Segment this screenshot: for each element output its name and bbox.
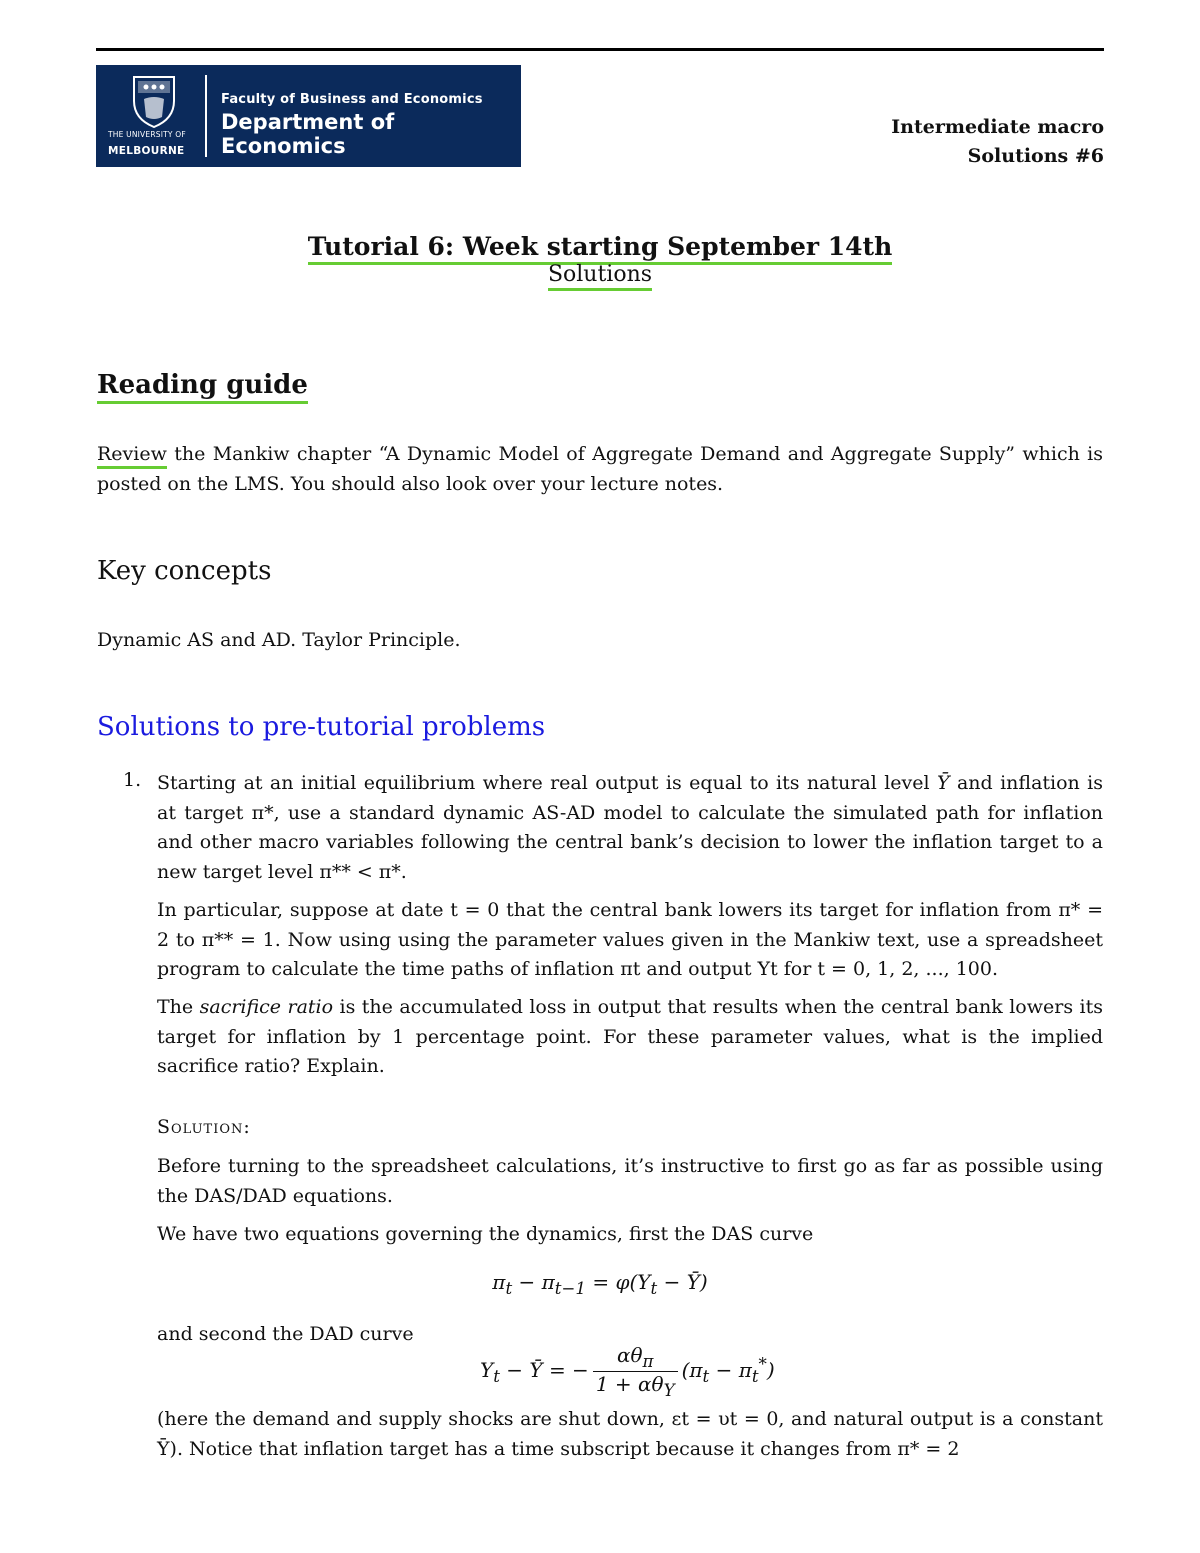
solutions-heading: Solutions to pre-tutorial problems bbox=[97, 712, 546, 742]
top-rule bbox=[96, 48, 1104, 51]
key-concepts-text: Dynamic AS and AD. Taylor Principle. bbox=[97, 629, 461, 651]
solution-paragraph-2: We have two equations governing the dynamics, first the DAS curve bbox=[157, 1223, 814, 1245]
logo-department: Department of Economics bbox=[221, 110, 395, 158]
university-small: THE UNIVERSITY OF bbox=[108, 130, 186, 139]
solution-paragraph-4: (here the demand and supply shocks are shut down, εt = υt = 0, and natural output is a constant Ȳ). Notice that inflation target has a time subscript because it changes from π* = 2 bbox=[157, 1408, 1103, 1460]
solution-paragraph-1: Before turning to the spreadsheet calculations, it’s instructive to first go as far as possible using the DAS/DAD equations. bbox=[157, 1155, 1103, 1207]
course-name: Intermediate macro bbox=[891, 116, 1104, 138]
solution-label: Solution: bbox=[157, 1116, 251, 1138]
problem-paragraph-1: Starting at an initial equilibrium where real output is equal to its natural level Ȳ and inflation is at target π*, use a standard dynamic AS-AD model to calculate the simulated path for inflation and other macro variables following the central bank’s decision to lower the inflation target to a new target level π** < π*. bbox=[157, 772, 1104, 883]
university-logo bbox=[96, 65, 521, 167]
key-concepts-heading: Key concepts bbox=[97, 556, 272, 586]
solution-paragraph-3: and second the DAD curve bbox=[157, 1323, 414, 1345]
document-number: Solutions #6 bbox=[967, 145, 1104, 167]
item-number: 1. bbox=[123, 769, 142, 791]
logo-faculty: Faculty of Business and Economics bbox=[221, 92, 483, 107]
page-subtitle: Solutions bbox=[0, 262, 1200, 287]
das-equation: $\pi_t - \pi_{t-1} = \varphi(Y_t$ − Ȳ) bbox=[492, 1270, 708, 1298]
logo-divider bbox=[205, 75, 207, 157]
university-name: MELBOURNE bbox=[108, 145, 185, 157]
reading-guide-heading: Reading guide bbox=[97, 370, 308, 400]
review-link[interactable]: Review bbox=[97, 443, 167, 469]
problem-paragraph-2: In particular, suppose at date t = 0 that the central bank lowers its target for inflation from π* = 2 to π** = 1. Now using using the parameter values given in the Mankiw text, use a spreadsheet program to calculate the time paths of inflation πt and output Yt for t = 0, 1, 2, ..., 100. bbox=[157, 899, 1103, 980]
reading-guide-text: Review the Mankiw chapter “A Dynamic Model of Aggregate Demand and Aggregate Supply” which is posted on the LMS. You should also look over your lecture notes. bbox=[97, 443, 1104, 495]
problem-paragraph-3: The sacrifice ratio is the accumulated loss in output that results when the central bank lowers its target for inflation by 1 percentage point. For these parameter values, what is the implied sacrifice ratio? Explain. bbox=[157, 996, 1103, 1077]
page-title: Tutorial 6: Week starting September 14th bbox=[0, 232, 1200, 261]
dad-equation: $Y_t$ − Ȳ = − $\frac{\alpha\theta_\pi}{1 + \alpha\theta_Y}$ $(\pi_t - \pi_t^*)$ bbox=[480, 1343, 775, 1400]
